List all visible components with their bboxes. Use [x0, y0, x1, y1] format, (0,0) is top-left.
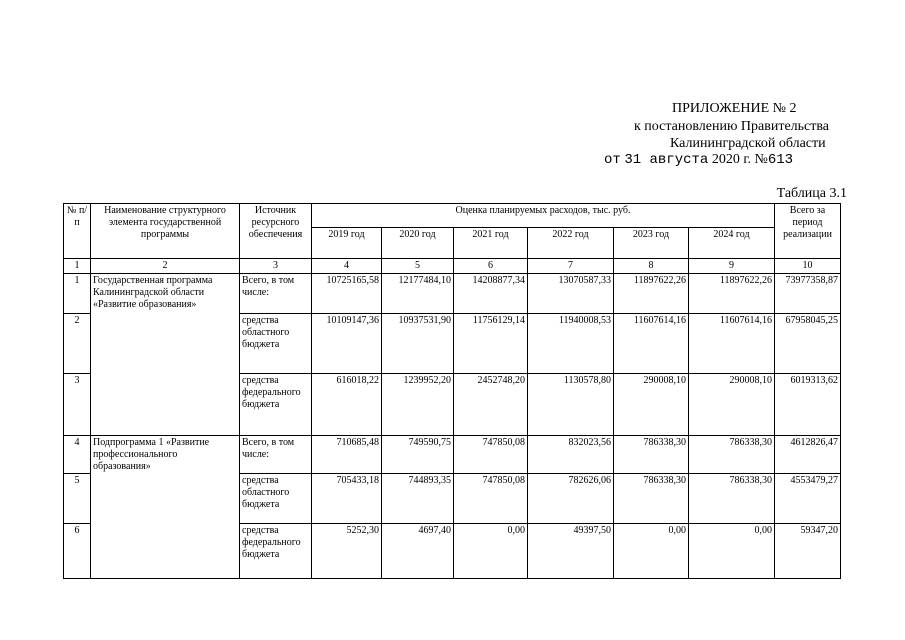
- column-number: 5: [382, 259, 454, 274]
- value-cell: 11756129,14: [454, 314, 528, 374]
- value-cell: 747850,08: [454, 436, 528, 474]
- row-num: 4: [64, 436, 91, 474]
- column-number: 9: [689, 259, 775, 274]
- column-number: 3: [240, 259, 312, 274]
- value-cell: 13070587,33: [528, 274, 614, 314]
- header-year: 2023 год: [614, 228, 689, 259]
- column-number-row: [64, 259, 841, 274]
- header-year: 2019 год: [312, 228, 382, 259]
- header-year: 2022 год: [528, 228, 614, 259]
- appendix-date-line: [604, 152, 793, 168]
- column-number: 2: [91, 259, 240, 274]
- value-cell: 1239952,20: [382, 374, 454, 436]
- value-cell: 2452748,20: [454, 374, 528, 436]
- value-cell: 710685,48: [312, 436, 382, 474]
- value-cell: 11940008,53: [528, 314, 614, 374]
- subprogram-name: Подпрограмма 1 «Развитие профессионального образования»: [91, 436, 240, 579]
- value-cell: 0,00: [454, 524, 528, 579]
- header-source: Источник ресурсного обеспечения: [240, 204, 312, 259]
- table-row: [64, 274, 841, 314]
- appendix-subtitle: к постановлению Правительства: [634, 119, 830, 134]
- value-cell: 749590,75: [382, 436, 454, 474]
- value-cell: 11607614,16: [614, 314, 689, 374]
- column-number: 7: [528, 259, 614, 274]
- header-year: 2024 год: [689, 228, 775, 259]
- funding-source: средства областного бюджета: [240, 474, 312, 524]
- value-cell: 11897622,26: [689, 274, 775, 314]
- value-cell: 4697,40: [382, 524, 454, 579]
- column-number: 4: [312, 259, 382, 274]
- program-name: Государственная программа Калининградской области «Развитие образования»: [91, 274, 240, 436]
- value-cell: 786338,30: [614, 474, 689, 524]
- value-cell: 747850,08: [454, 474, 528, 524]
- header-year: 2020 год: [382, 228, 454, 259]
- row-num: 1: [64, 274, 91, 314]
- funding-source: средства областного бюджета: [240, 314, 312, 374]
- decree-number: 613: [767, 152, 794, 168]
- value-cell: 10937531,90: [382, 314, 454, 374]
- value-cell: 705433,18: [312, 474, 382, 524]
- row-num: 3: [64, 374, 91, 436]
- funding-source: Всего, в том числе:: [240, 274, 312, 314]
- value-cell: 290008,10: [614, 374, 689, 436]
- header-total: Всего за период реализации: [775, 204, 841, 259]
- total-cell: 67958045,25: [775, 314, 841, 374]
- value-cell: 5252,30: [312, 524, 382, 579]
- value-cell: 616018,22: [312, 374, 382, 436]
- total-cell: 6019313,62: [775, 374, 841, 436]
- row-num: 2: [64, 314, 91, 374]
- value-cell: 49397,50: [528, 524, 614, 579]
- value-cell: 0,00: [689, 524, 775, 579]
- value-cell: 12177484,10: [382, 274, 454, 314]
- date-prefix: от: [604, 152, 621, 168]
- table-row: [64, 436, 841, 474]
- funding-source: Всего, в том числе:: [240, 436, 312, 474]
- total-cell: 73977358,87: [775, 274, 841, 314]
- value-cell: 786338,30: [689, 474, 775, 524]
- value-cell: 14208877,34: [454, 274, 528, 314]
- row-num: 5: [64, 474, 91, 524]
- column-number: 1: [64, 259, 91, 274]
- date-value: 31 августа: [624, 152, 709, 168]
- header-num: № п/п: [64, 204, 91, 259]
- appendix-region: Калининградской области: [670, 136, 826, 151]
- value-cell: 10725165,58: [312, 274, 382, 314]
- value-cell: 10109147,36: [312, 314, 382, 374]
- funding-source: средства федерального бюджета: [240, 374, 312, 436]
- table-caption: Таблица 3.1: [776, 186, 847, 201]
- value-cell: 744893,35: [382, 474, 454, 524]
- header-estimate: Оценка планируемых расходов, тыс. руб.: [312, 204, 775, 228]
- value-cell: 290008,10: [689, 374, 775, 436]
- value-cell: 11607614,16: [689, 314, 775, 374]
- total-cell: 59347,20: [775, 524, 841, 579]
- value-cell: 11897622,26: [614, 274, 689, 314]
- appendix-title: ПРИЛОЖЕНИЕ № 2: [672, 101, 797, 116]
- total-cell: 4612826,47: [775, 436, 841, 474]
- value-cell: 0,00: [614, 524, 689, 579]
- date-year: 2020 г. №: [711, 152, 768, 167]
- funding-source: средства федерального бюджета: [240, 524, 312, 579]
- header-year: 2021 год: [454, 228, 528, 259]
- value-cell: 786338,30: [689, 436, 775, 474]
- value-cell: 1130578,80: [528, 374, 614, 436]
- value-cell: 832023,56: [528, 436, 614, 474]
- column-number: 6: [454, 259, 528, 274]
- column-number: 10: [775, 259, 841, 274]
- expenses-table: [63, 203, 841, 579]
- row-num: 6: [64, 524, 91, 579]
- column-number: 8: [614, 259, 689, 274]
- header-name: Наименование структурного элемента государственной программы: [91, 204, 240, 259]
- value-cell: 782626,06: [528, 474, 614, 524]
- value-cell: 786338,30: [614, 436, 689, 474]
- total-cell: 4553479,27: [775, 474, 841, 524]
